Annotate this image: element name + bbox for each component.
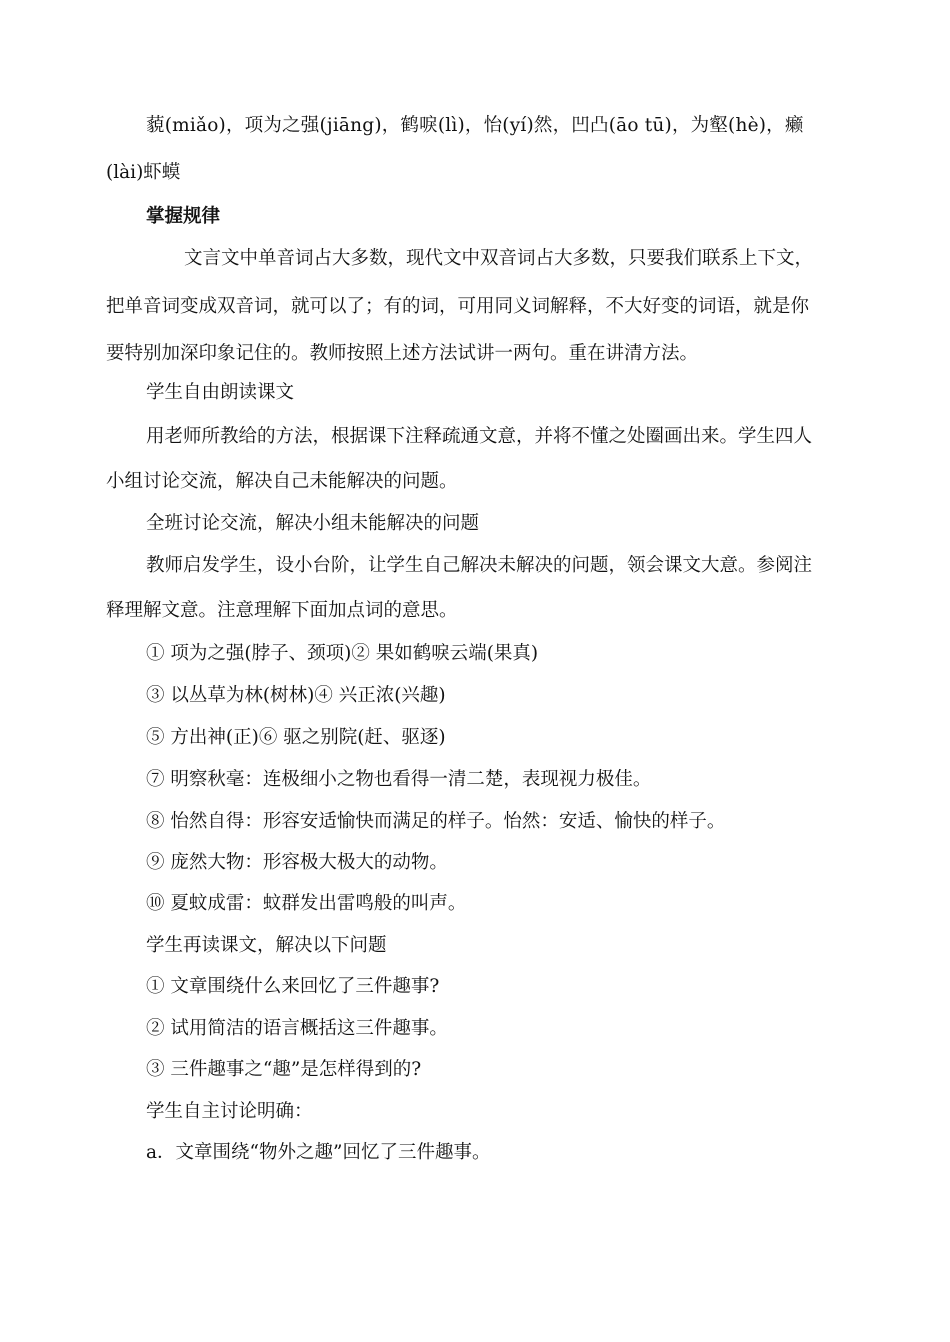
pronunciation-line-2: (lài)虾蟆 bbox=[106, 162, 181, 183]
paragraph-line: 全班讨论交流，解决小组未能解决的问题 bbox=[146, 513, 480, 534]
list-item: ① 项为之强(脖子、颈项)② 果如鹤唳云端(果真) bbox=[146, 643, 539, 664]
list-item: ⑤ 方出神(正)⑥ 驱之别院(赶、驱逐) bbox=[146, 727, 446, 748]
paragraph-line: 教师启发学生，设小台阶，让学生自己解决未解决的问题，领会课文大意。参阅注 bbox=[146, 555, 813, 576]
question-item: ② 试用简洁的语言概括这三件趣事。 bbox=[146, 1018, 448, 1039]
paragraph-line: 学生再读课文，解决以下问题 bbox=[146, 935, 387, 956]
list-item: ③ 以丛草为林(树林)④ 兴正浓(兴趣) bbox=[146, 685, 446, 706]
pronunciation-line-1: 藐(miǎo)，项为之强(jiāng)，鹤唳(lì)，怡(yí)然，凹凸(āo tū)，为壑(hè)，癞 bbox=[146, 115, 804, 136]
paragraph-line: 把单音词变成双音词，就可以了；有的词，可用同义词解释，不大好变的词语，就是你 bbox=[106, 296, 810, 317]
section-heading: 掌握规律 bbox=[146, 206, 221, 227]
list-item: ⑧ 怡然自得：形容安适愉快而满足的样子。怡然：安适、愉快的样子。 bbox=[146, 811, 726, 832]
list-item: ⑩ 夏蚊成雷：蚊群发出雷鸣般的叫声。 bbox=[146, 893, 467, 914]
paragraph-line: 小组讨论交流，解决自己未能解决的问题。 bbox=[106, 471, 458, 492]
paragraph-line: 文言文中单音词占大多数，现代文中双音词占大多数，只要我们联系上下文， bbox=[184, 248, 814, 269]
paragraph-line: 释理解文意。注意理解下面加点词的意思。 bbox=[106, 600, 458, 621]
question-item: ① 文章围绕什么来回忆了三件趣事? bbox=[146, 976, 440, 997]
list-item: ⑨ 庞然大物：形容极大极大的动物。 bbox=[146, 852, 448, 873]
paragraph-line: 学生自主讨论明确： bbox=[146, 1101, 313, 1122]
question-item: ③ 三件趣事之“趣”是怎样得到的? bbox=[146, 1059, 422, 1080]
answer-item: a．文章围绕“物外之趣”回忆了三件趣事。 bbox=[146, 1142, 491, 1163]
list-item: ⑦ 明察秋毫：连极细小之物也看得一清二楚，表现视力极佳。 bbox=[146, 769, 652, 790]
paragraph-line: 要特别加深印象记住的。教师按照上述方法试讲一两句。重在讲清方法。 bbox=[106, 343, 699, 364]
paragraph-line: 学生自由朗读课文 bbox=[146, 382, 295, 403]
paragraph-line: 用老师所教给的方法，根据课下注释疏通文意，并将不懂之处圈画出来。学生四人 bbox=[146, 426, 813, 447]
